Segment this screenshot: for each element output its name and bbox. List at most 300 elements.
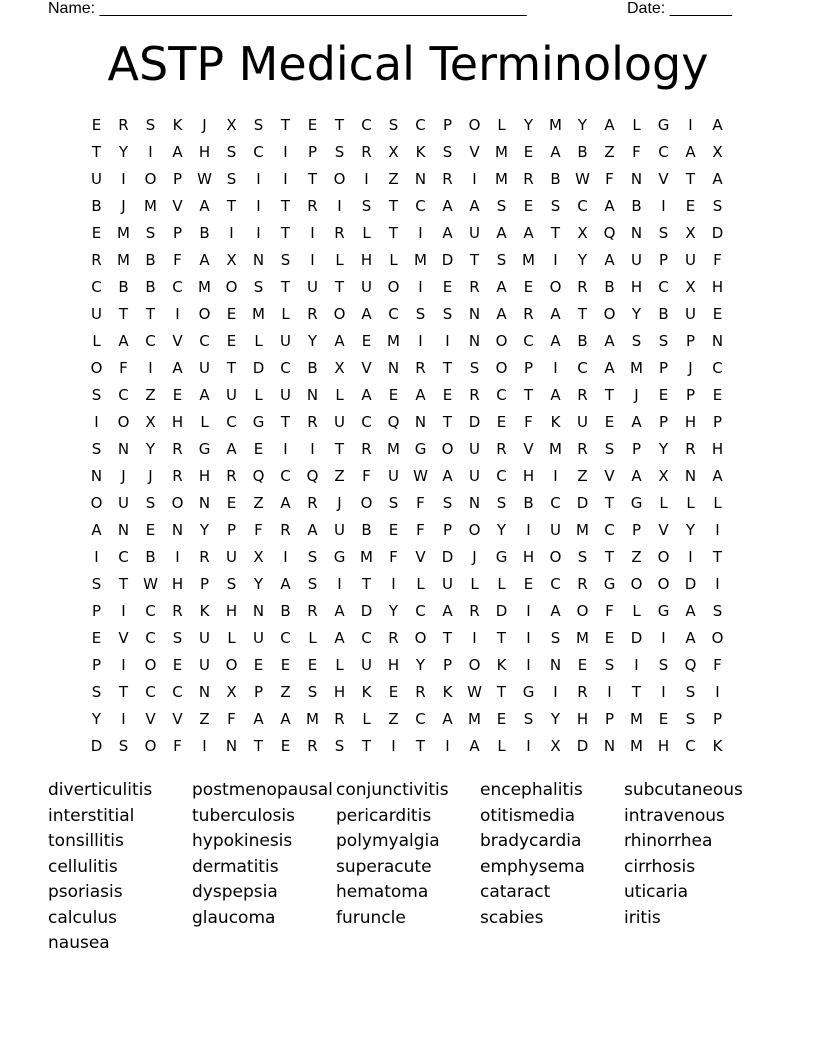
grid-letter[interactable]: F (119, 358, 128, 377)
grid-letter[interactable]: L (335, 250, 344, 269)
grid-letter[interactable]: A (442, 601, 453, 620)
grid-letter[interactable]: O (144, 169, 157, 188)
grid-letter[interactable]: A (631, 412, 642, 431)
grid-letter[interactable]: J (634, 385, 639, 404)
grid-letter[interactable]: W (143, 574, 158, 593)
grid-letter[interactable]: I (175, 304, 180, 323)
grid-letter[interactable]: H (171, 412, 184, 431)
grid-letter[interactable]: P (631, 439, 642, 458)
grid-letter[interactable]: R (577, 574, 588, 593)
grid-letter[interactable]: U (469, 439, 480, 458)
grid-letter[interactable]: T (226, 358, 237, 377)
grid-letter[interactable]: C (415, 115, 426, 134)
grid-letter[interactable]: O (144, 736, 157, 755)
grid-letter[interactable]: O (90, 493, 103, 512)
grid-letter[interactable]: U (334, 412, 345, 431)
grid-letter[interactable]: O (333, 304, 346, 323)
grid-letter[interactable]: I (661, 628, 666, 647)
grid-letter[interactable]: P (604, 709, 615, 728)
grid-letter[interactable]: F (713, 655, 722, 674)
grid-letter[interactable]: P (253, 682, 264, 701)
grid-letter[interactable]: E (361, 331, 372, 350)
grid-letter[interactable]: P (685, 331, 696, 350)
grid-letter[interactable]: D (576, 493, 589, 512)
grid-letter[interactable]: R (442, 169, 453, 188)
grid-letter[interactable]: M (387, 439, 400, 458)
grid-letter[interactable]: A (91, 520, 102, 539)
grid-letter[interactable]: L (200, 412, 209, 431)
grid-letter[interactable]: X (226, 115, 237, 134)
grid-letter[interactable]: T (712, 547, 723, 566)
grid-letter[interactable]: N (306, 385, 319, 404)
grid-letter[interactable]: H (711, 439, 724, 458)
grid-letter[interactable]: T (280, 277, 291, 296)
grid-letter[interactable]: F (713, 250, 722, 269)
grid-letter[interactable]: Z (388, 709, 399, 728)
grid-letter[interactable]: M (630, 358, 643, 377)
grid-letter[interactable]: T (388, 223, 399, 242)
grid-letter[interactable]: U (91, 169, 102, 188)
grid-letter[interactable]: R (388, 628, 399, 647)
grid-letter[interactable]: E (442, 277, 453, 296)
grid-letter[interactable]: Y (118, 142, 129, 161)
grid-letter[interactable]: I (337, 574, 342, 593)
grid-letter[interactable]: A (334, 601, 345, 620)
grid-letter[interactable]: V (172, 331, 183, 350)
grid-letter[interactable]: S (253, 277, 264, 296)
grid-letter[interactable]: T (91, 142, 102, 161)
grid-letter[interactable]: Q (684, 655, 697, 674)
grid-letter[interactable]: C (496, 385, 507, 404)
grid-letter[interactable]: N (387, 358, 400, 377)
grid-letter[interactable]: X (334, 358, 345, 377)
grid-letter[interactable]: Y (577, 250, 588, 269)
grid-letter[interactable]: O (576, 601, 589, 620)
grid-letter[interactable]: E (442, 385, 453, 404)
grid-letter[interactable]: V (361, 358, 372, 377)
grid-letter[interactable]: B (145, 277, 156, 296)
grid-letter[interactable]: U (199, 628, 210, 647)
grid-letter[interactable]: W (413, 466, 428, 485)
grid-letter[interactable]: U (280, 385, 291, 404)
grid-letter[interactable]: S (496, 196, 507, 215)
grid-letter[interactable]: N (117, 439, 130, 458)
grid-letter[interactable]: N (630, 223, 643, 242)
grid-letter[interactable]: P (172, 169, 183, 188)
grid-letter[interactable]: L (92, 331, 101, 350)
grid-letter[interactable]: N (630, 169, 643, 188)
grid-letter[interactable]: C (415, 196, 426, 215)
grid-letter[interactable]: X (388, 142, 399, 161)
grid-letter[interactable]: R (361, 439, 372, 458)
grid-letter[interactable]: R (469, 385, 480, 404)
grid-letter[interactable]: S (658, 223, 669, 242)
grid-letter[interactable]: O (495, 358, 508, 377)
grid-letter[interactable]: C (415, 601, 426, 620)
grid-letter[interactable]: T (334, 277, 345, 296)
grid-letter[interactable]: D (711, 223, 724, 242)
grid-letter[interactable]: T (253, 736, 264, 755)
grid-letter[interactable]: H (630, 277, 643, 296)
grid-letter[interactable]: B (307, 358, 318, 377)
grid-letter[interactable]: A (604, 331, 615, 350)
grid-letter[interactable]: E (523, 277, 534, 296)
grid-letter[interactable]: Z (199, 709, 210, 728)
grid-letter[interactable]: Y (523, 115, 534, 134)
grid-letter[interactable]: C (604, 520, 615, 539)
grid-letter[interactable]: S (685, 682, 696, 701)
grid-letter[interactable]: B (550, 169, 561, 188)
grid-letter[interactable]: B (91, 196, 102, 215)
grid-letter[interactable]: D (684, 574, 697, 593)
grid-letter[interactable]: Z (631, 547, 642, 566)
grid-letter[interactable]: I (553, 466, 558, 485)
grid-letter[interactable]: Y (145, 439, 156, 458)
grid-letter[interactable]: S (307, 547, 318, 566)
grid-letter[interactable]: H (711, 277, 724, 296)
grid-letter[interactable]: N (684, 466, 697, 485)
grid-letter[interactable]: S (145, 223, 156, 242)
grid-letter[interactable]: B (577, 331, 588, 350)
grid-letter[interactable]: I (121, 709, 126, 728)
grid-letter[interactable]: P (712, 709, 723, 728)
grid-letter[interactable]: R (577, 385, 588, 404)
grid-letter[interactable]: R (577, 277, 588, 296)
grid-letter[interactable]: N (90, 466, 103, 485)
grid-letter[interactable]: K (442, 682, 453, 701)
grid-letter[interactable]: E (145, 520, 156, 539)
grid-letter[interactable]: B (118, 277, 129, 296)
grid-letter[interactable]: O (360, 493, 373, 512)
grid-letter[interactable]: N (171, 520, 184, 539)
grid-letter[interactable]: X (685, 277, 696, 296)
grid-letter[interactable]: N (468, 493, 481, 512)
grid-letter[interactable]: I (661, 682, 666, 701)
grid-letter[interactable]: L (227, 628, 236, 647)
grid-letter[interactable]: M (387, 331, 400, 350)
grid-letter[interactable]: U (118, 493, 129, 512)
grid-letter[interactable]: I (121, 601, 126, 620)
grid-letter[interactable]: A (307, 520, 318, 539)
grid-letter[interactable]: R (496, 439, 507, 458)
grid-letter[interactable]: X (226, 250, 237, 269)
grid-letter[interactable]: G (603, 574, 616, 593)
grid-letter[interactable]: C (523, 331, 534, 350)
grid-letter[interactable]: E (496, 709, 507, 728)
grid-letter[interactable]: A (199, 250, 210, 269)
grid-letter[interactable]: G (252, 412, 265, 431)
grid-letter[interactable]: M (360, 547, 373, 566)
grid-letter[interactable]: A (550, 331, 561, 350)
grid-letter[interactable]: L (470, 574, 479, 593)
grid-letter[interactable]: O (117, 412, 130, 431)
grid-letter[interactable]: S (685, 709, 696, 728)
grid-letter[interactable]: E (388, 520, 399, 539)
grid-letter[interactable]: R (118, 115, 129, 134)
grid-letter[interactable]: A (334, 331, 345, 350)
grid-letter[interactable]: O (144, 655, 157, 674)
grid-letter[interactable]: R (307, 412, 318, 431)
grid-letter[interactable]: H (198, 142, 211, 161)
grid-letter[interactable]: U (199, 655, 210, 674)
grid-letter[interactable]: H (522, 466, 535, 485)
grid-letter[interactable]: V (658, 169, 669, 188)
grid-letter[interactable]: R (91, 250, 102, 269)
grid-letter[interactable]: R (577, 439, 588, 458)
grid-letter[interactable]: S (523, 709, 534, 728)
grid-letter[interactable]: X (550, 736, 561, 755)
grid-letter[interactable]: L (335, 655, 344, 674)
grid-letter[interactable]: A (361, 304, 372, 323)
grid-letter[interactable]: N (117, 520, 130, 539)
grid-letter[interactable]: E (253, 439, 264, 458)
grid-letter[interactable]: A (604, 115, 615, 134)
grid-letter[interactable]: S (658, 655, 669, 674)
grid-letter[interactable]: E (604, 628, 615, 647)
grid-letter[interactable]: N (468, 331, 481, 350)
grid-letter[interactable]: J (688, 358, 693, 377)
grid-letter[interactable]: M (198, 277, 211, 296)
grid-letter[interactable]: Z (280, 682, 291, 701)
grid-letter[interactable]: A (550, 142, 561, 161)
grid-letter[interactable]: A (604, 250, 615, 269)
grid-letter[interactable]: S (496, 493, 507, 512)
grid-letter[interactable]: I (445, 736, 450, 755)
grid-letter[interactable]: X (577, 223, 588, 242)
grid-letter[interactable]: L (281, 304, 290, 323)
grid-letter[interactable]: L (308, 628, 317, 647)
grid-letter[interactable]: E (91, 223, 102, 242)
grid-letter[interactable]: R (307, 196, 318, 215)
grid-letter[interactable]: U (361, 277, 372, 296)
grid-letter[interactable]: F (173, 736, 182, 755)
grid-letter[interactable]: Y (577, 115, 588, 134)
grid-letter[interactable]: Y (658, 439, 669, 458)
grid-letter[interactable]: C (361, 412, 372, 431)
grid-letter[interactable]: R (415, 682, 426, 701)
grid-letter[interactable]: H (360, 250, 373, 269)
grid-letter[interactable]: R (523, 169, 534, 188)
grid-letter[interactable]: U (469, 223, 480, 242)
grid-letter[interactable]: E (226, 304, 237, 323)
grid-letter[interactable]: I (553, 250, 558, 269)
grid-letter[interactable]: T (496, 628, 507, 647)
grid-letter[interactable]: K (496, 655, 507, 674)
grid-letter[interactable]: S (604, 655, 615, 674)
grid-letter[interactable]: A (550, 601, 561, 620)
grid-letter[interactable]: E (226, 331, 237, 350)
grid-letter[interactable]: E (226, 493, 237, 512)
grid-letter[interactable]: V (604, 466, 615, 485)
grid-letter[interactable]: I (364, 169, 369, 188)
grid-letter[interactable]: G (198, 439, 211, 458)
grid-letter[interactable]: R (307, 493, 318, 512)
grid-letter[interactable]: A (253, 709, 264, 728)
grid-letter[interactable]: I (715, 520, 720, 539)
grid-letter[interactable]: T (442, 628, 453, 647)
grid-letter[interactable]: K (172, 115, 183, 134)
grid-letter[interactable]: G (414, 439, 427, 458)
grid-letter[interactable]: L (686, 493, 695, 512)
grid-letter[interactable]: B (577, 142, 588, 161)
grid-letter[interactable]: B (199, 223, 210, 242)
grid-letter[interactable]: V (469, 142, 480, 161)
grid-letter[interactable]: A (280, 493, 291, 512)
grid-letter[interactable]: T (280, 223, 291, 242)
grid-letter[interactable]: Y (496, 520, 507, 539)
grid-letter[interactable]: A (523, 223, 534, 242)
grid-letter[interactable]: T (280, 196, 291, 215)
grid-letter[interactable]: S (91, 439, 102, 458)
grid-letter[interactable]: U (226, 547, 237, 566)
grid-letter[interactable]: L (335, 385, 344, 404)
grid-letter[interactable]: C (280, 628, 291, 647)
grid-letter[interactable]: I (445, 331, 450, 350)
grid-letter[interactable]: S (550, 628, 561, 647)
grid-letter[interactable]: T (604, 547, 615, 566)
grid-letter[interactable]: I (526, 655, 531, 674)
grid-letter[interactable]: I (283, 169, 288, 188)
grid-letter[interactable]: H (576, 709, 589, 728)
grid-letter[interactable]: Y (685, 520, 696, 539)
grid-letter[interactable]: E (712, 385, 723, 404)
grid-letter[interactable]: O (630, 574, 643, 593)
grid-letter[interactable]: C (361, 115, 372, 134)
grid-letter[interactable]: A (550, 385, 561, 404)
grid-letter[interactable]: I (175, 547, 180, 566)
grid-letter[interactable]: O (414, 628, 427, 647)
grid-letter[interactable]: E (172, 385, 183, 404)
grid-letter[interactable]: N (414, 412, 427, 431)
grid-letter[interactable]: K (199, 601, 210, 620)
grid-letter[interactable]: I (634, 655, 639, 674)
grid-letter[interactable]: S (145, 493, 156, 512)
grid-letter[interactable]: A (685, 142, 696, 161)
grid-letter[interactable]: Y (415, 655, 426, 674)
grid-letter[interactable]: V (658, 520, 669, 539)
grid-letter[interactable]: P (658, 358, 669, 377)
grid-letter[interactable]: I (472, 169, 477, 188)
grid-letter[interactable]: J (202, 115, 207, 134)
grid-letter[interactable]: U (577, 412, 588, 431)
grid-letter[interactable]: I (418, 331, 423, 350)
grid-letter[interactable]: R (334, 223, 345, 242)
grid-letter[interactable]: C (577, 196, 588, 215)
grid-letter[interactable]: M (549, 115, 562, 134)
grid-letter[interactable]: R (226, 466, 237, 485)
grid-letter[interactable]: W (197, 169, 212, 188)
grid-letter[interactable]: D (252, 358, 265, 377)
grid-letter[interactable]: O (495, 331, 508, 350)
grid-letter[interactable]: O (441, 439, 454, 458)
grid-letter[interactable]: B (631, 196, 642, 215)
grid-letter[interactable]: E (523, 574, 534, 593)
grid-letter[interactable]: A (496, 223, 507, 242)
grid-letter[interactable]: T (604, 385, 615, 404)
grid-letter[interactable]: P (658, 250, 669, 269)
grid-letter[interactable]: O (549, 277, 562, 296)
grid-letter[interactable]: I (121, 655, 126, 674)
grid-letter[interactable]: E (280, 655, 291, 674)
grid-letter[interactable]: T (118, 574, 129, 593)
grid-letter[interactable]: P (442, 655, 453, 674)
grid-letter[interactable]: F (416, 493, 425, 512)
grid-letter[interactable]: U (334, 520, 345, 539)
grid-letter[interactable]: E (388, 682, 399, 701)
grid-letter[interactable]: U (253, 628, 264, 647)
grid-letter[interactable]: T (442, 358, 453, 377)
grid-letter[interactable]: C (91, 277, 102, 296)
grid-letter[interactable]: O (198, 304, 211, 323)
grid-letter[interactable]: E (388, 385, 399, 404)
grid-letter[interactable]: P (442, 115, 453, 134)
grid-letter[interactable]: R (469, 277, 480, 296)
grid-letter[interactable]: P (172, 223, 183, 242)
grid-letter[interactable]: R (172, 466, 183, 485)
grid-letter[interactable]: T (226, 196, 237, 215)
grid-letter[interactable]: L (497, 574, 506, 593)
grid-letter[interactable]: T (361, 736, 372, 755)
grid-letter[interactable]: D (90, 736, 103, 755)
grid-letter[interactable]: U (550, 520, 561, 539)
grid-letter[interactable]: L (416, 574, 425, 593)
grid-letter[interactable]: I (391, 574, 396, 593)
grid-letter[interactable]: M (414, 250, 427, 269)
grid-letter[interactable]: I (283, 142, 288, 161)
grid-letter[interactable]: S (334, 142, 345, 161)
grid-letter[interactable]: S (172, 628, 183, 647)
grid-letter[interactable]: C (145, 628, 156, 647)
grid-letter[interactable]: O (333, 169, 346, 188)
grid-letter[interactable]: C (577, 358, 588, 377)
grid-letter[interactable]: M (252, 304, 265, 323)
grid-letter[interactable]: S (280, 250, 291, 269)
grid-letter[interactable]: I (526, 736, 531, 755)
grid-letter[interactable]: F (254, 520, 263, 539)
grid-letter[interactable]: I (526, 601, 531, 620)
grid-letter[interactable]: C (280, 358, 291, 377)
grid-letter[interactable]: O (603, 304, 616, 323)
grid-letter[interactable]: O (468, 655, 481, 674)
grid-letter[interactable]: P (307, 142, 318, 161)
grid-letter[interactable]: G (522, 682, 535, 701)
grid-letter[interactable]: U (469, 466, 480, 485)
grid-letter[interactable]: B (280, 601, 291, 620)
grid-letter[interactable]: L (659, 493, 668, 512)
grid-letter[interactable]: P (199, 574, 210, 593)
grid-letter[interactable]: G (630, 493, 643, 512)
grid-letter[interactable]: C (415, 709, 426, 728)
grid-letter[interactable]: R (199, 547, 210, 566)
grid-letter[interactable]: G (657, 601, 670, 620)
grid-letter[interactable]: H (198, 466, 211, 485)
grid-letter[interactable]: T (280, 412, 291, 431)
grid-letter[interactable]: J (121, 196, 126, 215)
grid-letter[interactable]: N (198, 682, 211, 701)
grid-letter[interactable]: M (117, 223, 130, 242)
grid-letter[interactable]: R (415, 358, 426, 377)
grid-letter[interactable]: I (715, 682, 720, 701)
grid-letter[interactable]: S (91, 574, 102, 593)
grid-letter[interactable]: G (495, 547, 508, 566)
grid-letter[interactable]: I (148, 142, 153, 161)
grid-letter[interactable]: I (418, 223, 423, 242)
grid-letter[interactable]: F (416, 520, 425, 539)
grid-letter[interactable]: N (252, 250, 265, 269)
grid-letter[interactable]: L (497, 736, 506, 755)
grid-letter[interactable]: O (171, 493, 184, 512)
grid-letter[interactable]: S (118, 736, 129, 755)
